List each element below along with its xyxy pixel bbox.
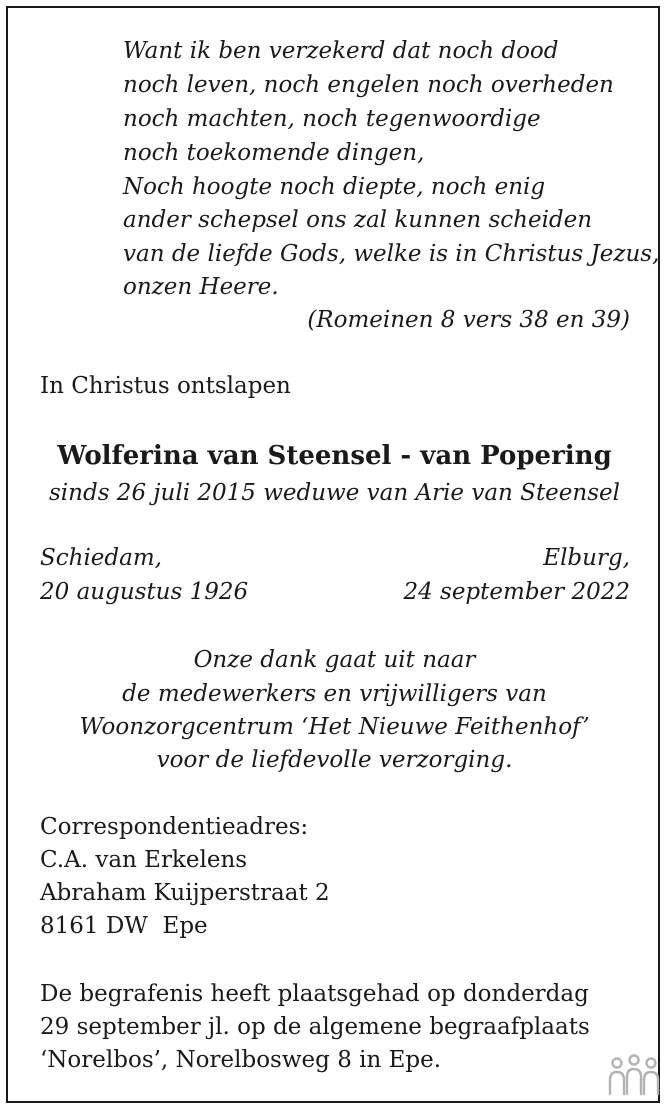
verse-line-5: Noch hoogte noch diepte, noch enig [123, 174, 546, 200]
verse-line-3: noch machten, noch tegenwoordige [123, 106, 541, 132]
birth-date: 20 augustus 1926 [40, 579, 249, 605]
correspondence-name: C.A. van Erkelens [40, 847, 248, 873]
deceased-subtitle: sinds 26 juli 2015 weduwe van Arie van Steensel [49, 480, 620, 506]
correspondence-label: Correspondentieadres: [40, 814, 309, 840]
verse-line-8: onzen Heere. [123, 274, 279, 300]
funeral-line-1: De begrafenis heeft plaatsgehad op donderdag [40, 981, 589, 1007]
funeral-line-3: ‘Norelbos’, Norelbosweg 8 in Epe. [40, 1047, 442, 1073]
verse-line-1: Want ik ben verzekerd dat noch dood [123, 38, 559, 64]
intro-text: In Christus ontslapen [40, 373, 291, 399]
thanks-line-4: voor de liefdevolle verzorging. [156, 747, 513, 773]
verse-line-6: ander schepsel ons zal kunnen scheiden [123, 207, 593, 233]
thanks-line-2: de medewerkers en vrijwilligers van [122, 681, 547, 707]
correspondence-postal: 8161 DW Epe [40, 913, 208, 939]
verse-line-7: van de liefde Gods, welke is in Christus Jezus, [123, 241, 660, 267]
verse-reference: (Romeinen 8 vers 38 en 39) [307, 307, 630, 333]
birth-place: Schiedam, [40, 545, 162, 571]
funeral-line-2: 29 september jl. op de algemene begraafplaats [40, 1014, 590, 1040]
thanks-line-1: Onze dank gaat uit naar [193, 647, 476, 673]
verse-line-4: noch toekomende dingen, [123, 140, 425, 166]
verse-line-2: noch leven, noch engelen noch overheden [123, 72, 614, 98]
thanks-line-3: Woonzorgcentrum ‘Het Nieuwe Feithenhof’ [79, 714, 590, 740]
death-place: Elburg, [543, 545, 630, 571]
death-date: 24 september 2022 [403, 579, 630, 605]
deceased-name: Wolferina van Steensel - van Popering [57, 441, 612, 471]
correspondence-street: Abraham Kuijperstraat 2 [40, 880, 330, 906]
people-group-icon [607, 1054, 661, 1098]
